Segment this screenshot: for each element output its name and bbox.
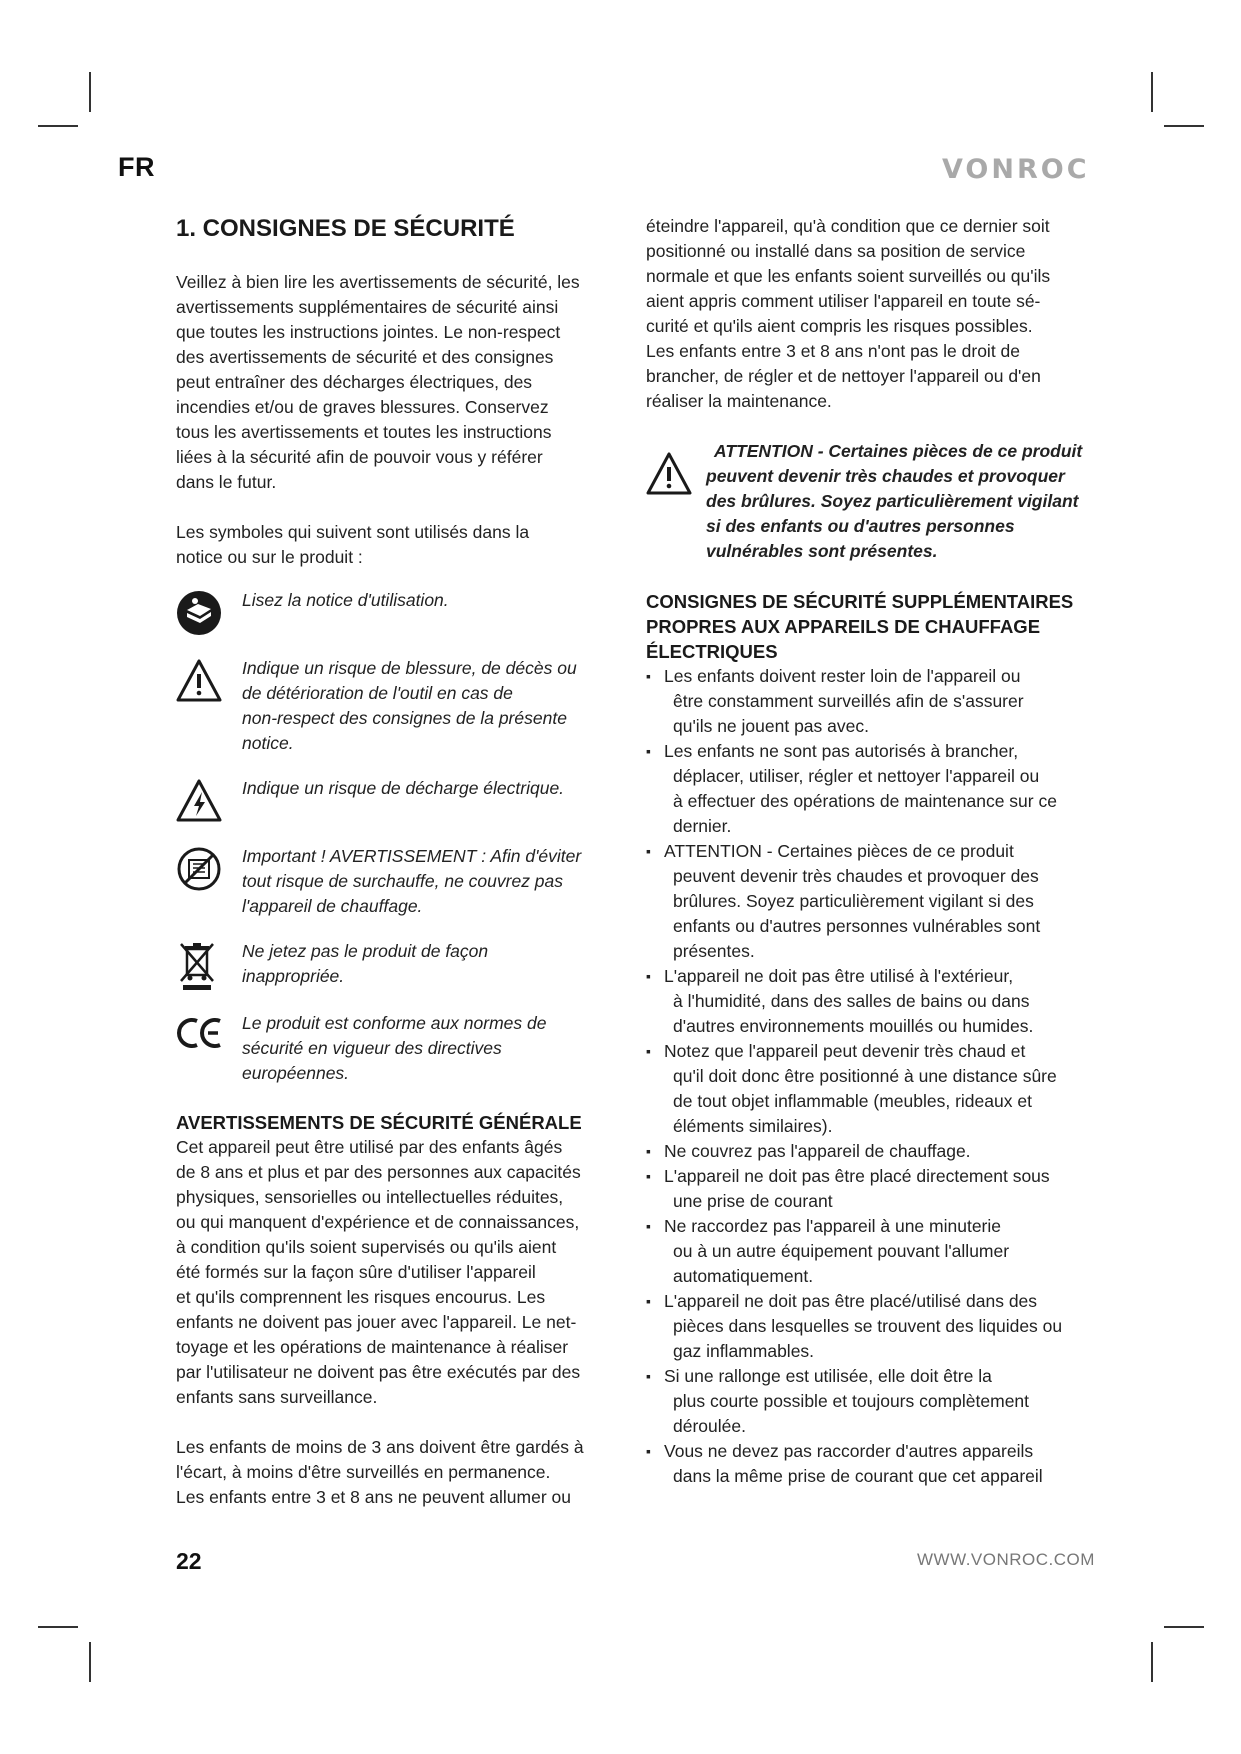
- crop-mark: [1164, 1626, 1204, 1628]
- list-item: ▪ Si une rallonge est utilisée, elle doit être la plus courte possible et toujours complètement déroulée.: [646, 1364, 1094, 1439]
- list-item: ▪ Notez que l'appareil peut devenir très chaud et qu'il doit donc être positionné à une distance sûre de tout objet inflammable (meubles, rideaux et éléments similaires).: [646, 1039, 1094, 1139]
- ce-mark-icon: [176, 1011, 228, 1053]
- crop-mark: [89, 1642, 91, 1682]
- symbol-row: Le produit est conforme aux normes de sécurité en vigueur des directives européennes.: [176, 1011, 632, 1086]
- warning-triangle-icon: [646, 439, 706, 504]
- symbol-row: Indique un risque de blessure, de décès ou de détérioration de l'outil en cas de non-respect des consignes de la présente notice.: [176, 656, 632, 756]
- do-not-cover-icon: [176, 844, 228, 892]
- list-item: ▪ L'appareil ne doit pas être utilisé à l'extérieur, à l'humidité, dans des salles de bains ou dans d'autres environnements mouillés ou humides.: [646, 964, 1094, 1039]
- attention-box: ATTENTION - Certaines pièces de ce produit peuvent devenir très chaudes et provoquer des brûlures. Soyez particulièrement vigilant si des enfants ou d'autres personnes vulnérables sont présentes.: [646, 439, 1094, 564]
- brand-logo: VONROC: [942, 154, 1090, 185]
- symbol-row: Indique un risque de décharge électrique.: [176, 776, 632, 824]
- right-column: [646, 214, 1094, 1489]
- list-item: ▪ Vous ne devez pas raccorder d'autres appareils dans la même prise de courant que cet appareil: [646, 1439, 1094, 1489]
- symbol-row: Ne jetez pas le produit de façon inappropriée.: [176, 939, 632, 991]
- crop-mark: [38, 125, 78, 127]
- extra-safety-title: CONSIGNES DE SÉCURITÉ SUPPLÉMENTAIRES PROPRES AUX APPAREILS DE CHAUFFAGE ÉLECTRIQUES: [646, 591, 1074, 662]
- crop-mark: [1151, 72, 1153, 112]
- read-manual-icon: [176, 588, 228, 636]
- language-code: FR: [118, 152, 155, 182]
- list-item: ▪ Ne raccordez pas l'appareil à une minuterie ou à un autre équipement pouvant l'allumer automatiquement.: [646, 1214, 1094, 1289]
- electric-shock-icon: [176, 776, 228, 824]
- left-column: [176, 214, 632, 1510]
- general-warnings-text: Cet appareil peut être utilisé par des enfants âgés de 8 ans et plus et par des personnes aux capacités physiques, sensorielles ou intellectuelles réduites, ou qui manquent d'expérience et de connaissances, à condition qu'ils soient supervisés ou qu'ils aient été formés sur la façon sûre d'utiliser l'appareil et qu'ils comprennent les risques encourus. Les enfants ne doivent pas jouer avec l'appareil. Le net- toyage et les opérations de maintenance à réaliser par l'utilisateur ne doivent pas être exécutés par des enfants sans surveillance.: [176, 1137, 581, 1407]
- general-warnings-title: AVERTISSEMENTS DE SÉCURITÉ GÉNÉRALE: [176, 1112, 582, 1133]
- website-url: WWW.VONROC.COM: [917, 1550, 1095, 1569]
- list-item: ▪ L'appareil ne doit pas être placé/utilisé dans des pièces dans lesquelles se trouvent des liquides ou gaz inflammables.: [646, 1289, 1094, 1364]
- warning-triangle-icon: [176, 656, 228, 704]
- list-item: ▪ L'appareil ne doit pas être placé directement sous une prise de courant: [646, 1164, 1094, 1214]
- list-item: ▪ Ne couvrez pas l'appareil de chauffage.: [646, 1139, 1094, 1164]
- page-number: 22: [176, 1548, 202, 1574]
- weee-bin-icon: [176, 939, 228, 991]
- symbol-row: Important ! AVERTISSEMENT : Afin d'éviter tout risque de surchauffe, ne couvrez pas l'appareil de chauffage.: [176, 844, 632, 919]
- list-item: ▪ Les enfants doivent rester loin de l'appareil ou être constamment surveillés afin de s'assurer qu'ils ne jouent pas avec.: [646, 664, 1094, 739]
- symbols-intro: Les symboles qui suivent sont utilisés dans la notice ou sur le produit :: [176, 522, 530, 567]
- children-paragraph: Les enfants de moins de 3 ans doivent être gardés à l'écart, à moins d'être surveillés en permanence. Les enfants entre 3 et 8 ans ne peuvent allumer ou: [176, 1437, 584, 1507]
- crop-mark: [1164, 125, 1204, 127]
- list-item: ▪ Les enfants ne sont pas autorisés à brancher, déplacer, utiliser, régler et nettoyer l'appareil ou à effectuer des opérations de maintenance sur ce dernier.: [646, 739, 1094, 839]
- list-item: ▪ ATTENTION - Certaines pièces de ce produit peuvent devenir très chaudes et provoquer des brûlures. Soyez particulièrement vigilant si des enfants ou d'autres personnes vulnérables sont présentes.: [646, 839, 1094, 964]
- section-title: 1. CONSIGNES DE SÉCURITÉ: [176, 215, 515, 242]
- crop-mark: [38, 1626, 78, 1628]
- symbol-row: Lisez la notice d'utilisation.: [176, 588, 632, 636]
- crop-mark: [89, 72, 91, 112]
- continuation-paragraph: éteindre l'appareil, qu'à condition que ce dernier soit positionné ou installé dans sa position de service normale et que les enfants soient surveillés ou qu'ils aient appris comment utiliser l'appareil en toute sé- curité et qu'ils aient compris les risques possibles. Les enfants entre 3 et 8 ans n'ont pas le droit de brancher, de régler et de nettoyer l'appareil ou d'en réaliser la maintenance.: [646, 216, 1051, 411]
- crop-mark: [1151, 1642, 1153, 1682]
- extra-safety-list: [646, 664, 1094, 1489]
- intro-paragraph: Veillez à bien lire les avertissements de sécurité, les avertissements supplémentaires de sécurité ainsi que toutes les instructions jointes. Le non-respect des avertissements de sécurité et des consignes peut entraîner des décharges électriques, des incendies et/ou de graves blessures. Conservez tous les avertissements et toutes les instructions liées à la sécurité afin de pouvoir vous y référer dans le futur.: [176, 272, 580, 492]
